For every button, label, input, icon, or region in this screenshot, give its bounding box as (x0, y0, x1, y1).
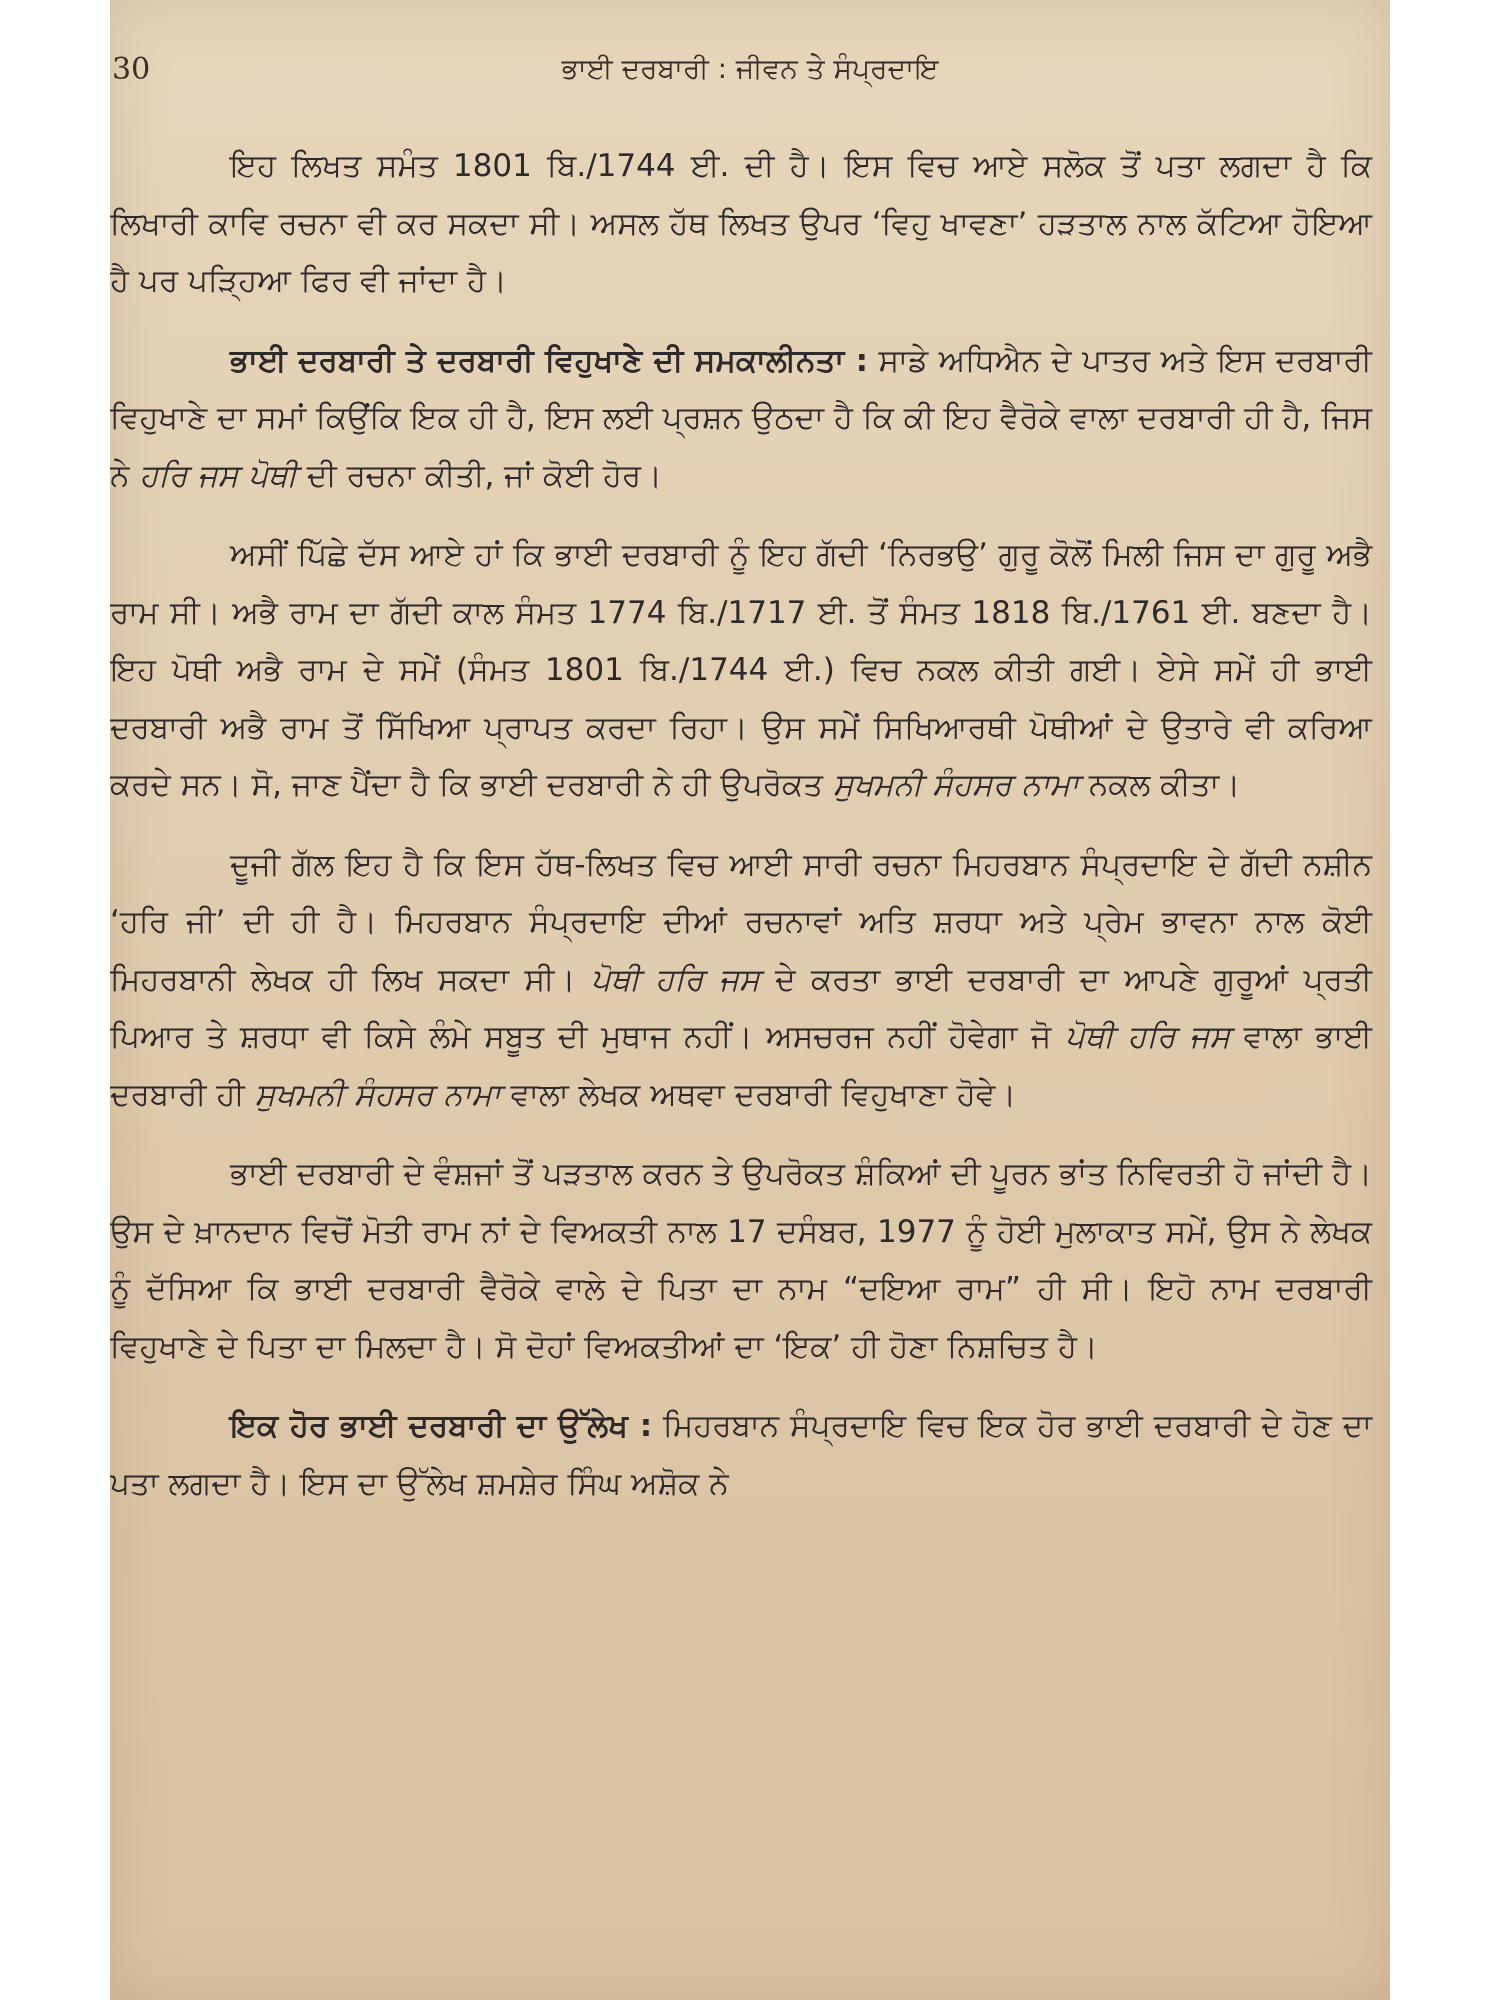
paragraph-5-text: ਭਾਈ ਦਰਬਾਰੀ ਦੇ ਵੰਸ਼ਜਾਂ ਤੋਂ ਪੜਤਾਲ ਕਰਨ ਤੇ ਉਪਰੋਕਤ ਸ਼ੰਕਿਆਂ ਦੀ ਪੂਰਨ ਭਾਂਤ ਨਿਵਿਰਤੀ ਹੋ ਜਾਂਦੀ ਹੈ। ਉਸ ਦੇ ਖ਼ਾਨਦਾਨ ਵਿਚੋਂ ਮੋਤੀ ਰਾਮ ਨਾਂ ਦੇ ਵਿਅਕਤੀ ਨਾਲ 17 ਦਸੰਬਰ, 1977 ਨੂੰ ਹੋਈ ਮੁਲਾਕਾਤ ਸਮੇਂ, ਉਸ ਨੇ ਲੇਖਕ ਨੂੰ ਦੱਸਿਆ ਕਿ ਭਾਈ ਦਰਬਾਰੀ ਵੈਰੋਕੇ ਵਾਲੇ ਦੇ ਪਿਤਾ ਦਾ ਨਾਮ “ਦਇਆ ਰਾਮ” ਹੀ ਸੀ। ਇਹੋ ਨਾਮ ਦਰਬਾਰੀ ਵਿਹੁਖਾਣੇ ਦੇ ਪਿਤਾ ਦਾ ਮਿਲਦਾ ਹੈ। ਸੋ ਦੋਹਾਂ ਵਿਅਕਤੀਆਂ ਦਾ ‘ਇਕ’ ਹੀ ਹੋਣਾ ਨਿਸ਼ਚਿਤ ਹੈ। (110, 1156, 1372, 1365)
paragraph-6-text: ਮਿਹਰਬਾਨ ਸੰਪ੍ਰਦਾਇ ਵਿਚ ਇਕ ਹੋਰ ਭਾਈ ਦਰਬਾਰੀ ਦੇ ਹੋਣ ਦਾ ਪਤਾ ਲਗਦਾ ਹੈ। ਇਸ ਦਾ ਉੱਲੇਖ ਸ਼ਮਸ਼ੇਰ ਸਿੰਘ ਅਸ਼ੋਕ ਨੇ (110, 1408, 1372, 1502)
paragraph-2 (110, 333, 1372, 506)
page-number: 30 (112, 52, 151, 87)
paragraph-1 (110, 138, 1372, 311)
book-title-sukhmani-sahansar-nama: ਸੁਖਮਨੀ ਸੰਹਸਰ ਨਾਮਾ (832, 767, 1080, 803)
paragraph-4-text-c: ਵਾਲਾ ਭਾਈ ਦਰਬਾਰੀ ਹੀ (110, 1019, 1372, 1113)
page-header (110, 52, 1390, 96)
paragraph-4-text-d: ਵਾਲਾ ਲੇਖਕ ਅਥਵਾ ਦਰਬਾਰੀ ਵਿਹੁਖਾਣਾ ਹੋਵੇ। (500, 1076, 1017, 1113)
running-title: ਭਾਈ ਦਰਬਾਰੀ : ਜੀਵਨ ਤੇ ਸੰਪ੍ਰਦਾਇ (561, 52, 939, 85)
book-title-pothi-hari-jas-2: ਪੋਥੀ ਹਰਿ ਜਸ (1064, 1019, 1231, 1055)
paragraph-1-text: ਇਹ ਲਿਖਤ ਸਮੰਤ 1801 ਬਿ./1744 ਈ. ਦੀ ਹੈ। ਇਸ ਵਿਚ ਆਏ ਸਲੋਕ ਤੋਂ ਪਤਾ ਲਗਦਾ ਹੈ ਕਿ ਲਿਖਾਰੀ ਕਾਵਿ ਰਚਨਾ ਵੀ ਕਰ ਸਕਦਾ ਸੀ। ਅਸਲ ਹੱਥ ਲਿਖਤ ਉਪਰ ‘ਵਿਹੁ ਖਾਵਣਾ’ ਹੜਤਾਲ ਨਾਲ ਕੱਟਿਆ ਹੋਇਆ ਹੈ ਪਰ ਪੜ੍ਹਿਆ ਫਿਰ ਵੀ ਜਾਂਦਾ ਹੈ। (110, 148, 1372, 299)
section-heading-another-darbari: ਇਕ ਹੋਰ ਭਾਈ ਦਰਬਾਰੀ ਦਾ ਉੱਲੇਖ : (230, 1408, 653, 1444)
paragraph-3-text-b: ਨਕਲ ਕੀਤਾ। (1079, 767, 1241, 803)
book-title-sukhmani-sahansar-nama-2: ਸੁਖਮਨੀ ਸੰਹਸਰ ਨਾਮਾ (254, 1076, 501, 1113)
paragraph-4 (110, 837, 1372, 1125)
paragraph-6 (110, 1398, 1372, 1513)
section-heading-contemporaneity: ਭਾਈ ਦਰਬਾਰੀ ਤੇ ਦਰਬਾਰੀ ਵਿਹੁਖਾਣੇ ਦੀ ਸਮਕਾਲੀਨਤਾ : (230, 342, 869, 379)
paragraph-4-text-b: ਦੇ ਕਰਤਾ ਭਾਈ ਦਰਬਾਰੀ ਦਾ ਆਪਣੇ ਗੁਰੂਆਂ ਪ੍ਰਤੀ ਪਿਆਰ ਤੇ ਸ਼ਰਧਾ ਵੀ ਕਿਸੇ ਲੰਮੇ ਸਬੂਤ ਦੀ ਮੁਥਾਜ ਨਹੀਂ। ਅਸਚਰਜ ਨਹੀਂ ਹੋਵੇਗਾ ਜੋ (110, 961, 1372, 1055)
paragraph-2-text-b: ਦੀ ਰਚਨਾ ਕੀਤੀ, ਜਾਂ ਕੋਈ ਹੋਰ। (297, 457, 662, 494)
paragraph-5 (110, 1146, 1372, 1376)
paragraph-3-text-a: ਅਸੀਂ ਪਿੱਛੇ ਦੱਸ ਆਏ ਹਾਂ ਕਿ ਭਾਈ ਦਰਬਾਰੀ ਨੂੰ ਇਹ ਗੱਦੀ ‘ਨਿਰਭਉ’ ਗੁਰੂ ਕੋਲੋਂ ਮਿਲੀ ਜਿਸ ਦਾ ਗੁਰੂ ਅਭੈ ਰਾਮ ਸੀ। ਅਭੈ ਰਾਮ ਦਾ ਗੱਦੀ ਕਾਲ ਸੰਮਤ 1774 ਬਿ./1717 ਈ. ਤੋਂ ਸੰਮਤ 1818 ਬਿ./1761 ਈ. ਬਣਦਾ ਹੈ। ਇਹ ਪੋਥੀ ਅਭੈ ਰਾਮ ਦੇ ਸਮੇਂ (ਸੰਮਤ 1801 ਬਿ./1744 ਈ.) ਵਿਚ ਨਕਲ ਕੀਤੀ ਗਈ। ਏਸੇ ਸਮੇਂ ਹੀ ਭਾਈ ਦਰਬਾਰੀ ਅਭੈ ਰਾਮ ਤੋਂ ਸਿੱਖਿਆ ਪ੍ਰਾਪਤ ਕਰਦਾ ਰਿਹਾ। ਉਸ ਸਮੇਂ ਸਿਖਿਆਰਥੀ ਪੋਥੀਆਂ ਦੇ ਉਤਾਰੇ ਵੀ ਕਰਿਆ ਕਰਦੇ ਸਨ। ਸੋ, ਜਾਣ ਪੈਂਦਾ ਹੈ ਕਿ ਭਾਈ ਦਰਬਾਰੀ ਨੇ ਹੀ ਉਪਰੋਕਤ (110, 537, 1372, 803)
book-page (110, 0, 1390, 2000)
book-title-hari-jas-pothi: ਹਰਿ ਜਸ ਪੋਥੀ (139, 457, 298, 494)
paragraph-4-text-a: ਦੂਜੀ ਗੱਲ ਇਹ ਹੈ ਕਿ ਇਸ ਹੱਥ-ਲਿਖਤ ਵਿਚ ਆਈ ਸਾਰੀ ਰਚਨਾ ਮਿਹਰਬਾਨ ਸੰਪ੍ਰਦਾਇ ਦੇ ਗੱਦੀ ਨਸ਼ੀਨ ‘ਹਰਿ ਜੀ’ ਦੀ ਹੀ ਹੈ। ਮਿਹਰਬਾਨ ਸੰਪ੍ਰਦਾਇ ਦੀਆਂ ਰਚਨਾਵਾਂ ਅਤਿ ਸ਼ਰਧਾ ਅਤੇ ਪ੍ਰੇਮ ਭਾਵਨਾ ਨਾਲ ਕੋਈ ਮਿਹਰਬਾਨੀ ਲੇਖਕ ਹੀ ਲਿਖ ਸਕਦਾ ਸੀ। (110, 846, 1372, 998)
paragraph-2-text-a: ਸਾਡੇ ਅਧਿਐਨ ਦੇ ਪਾਤਰ ਅਤੇ ਇਸ ਦਰਬਾਰੀ ਵਿਹੁਖਾਣੇ ਦਾ ਸਮਾਂ ਕਿਉਂਕਿ ਇਕ ਹੀ ਹੈ, ਇਸ ਲਈ ਪ੍ਰਸ਼ਨ ਉਠਦਾ ਹੈ ਕਿ ਕੀ ਇਹ ਵੈਰੋਕੇ ਵਾਲਾ ਦਰਬਾਰੀ ਹੀ ਹੈ, ਜਿਸ ਨੇ (110, 342, 1372, 494)
page-body (110, 138, 1372, 1535)
book-title-pothi-hari-jas: ਪੋਥੀ ਹਰਿ ਜਸ (590, 961, 760, 998)
paragraph-3 (110, 527, 1372, 815)
